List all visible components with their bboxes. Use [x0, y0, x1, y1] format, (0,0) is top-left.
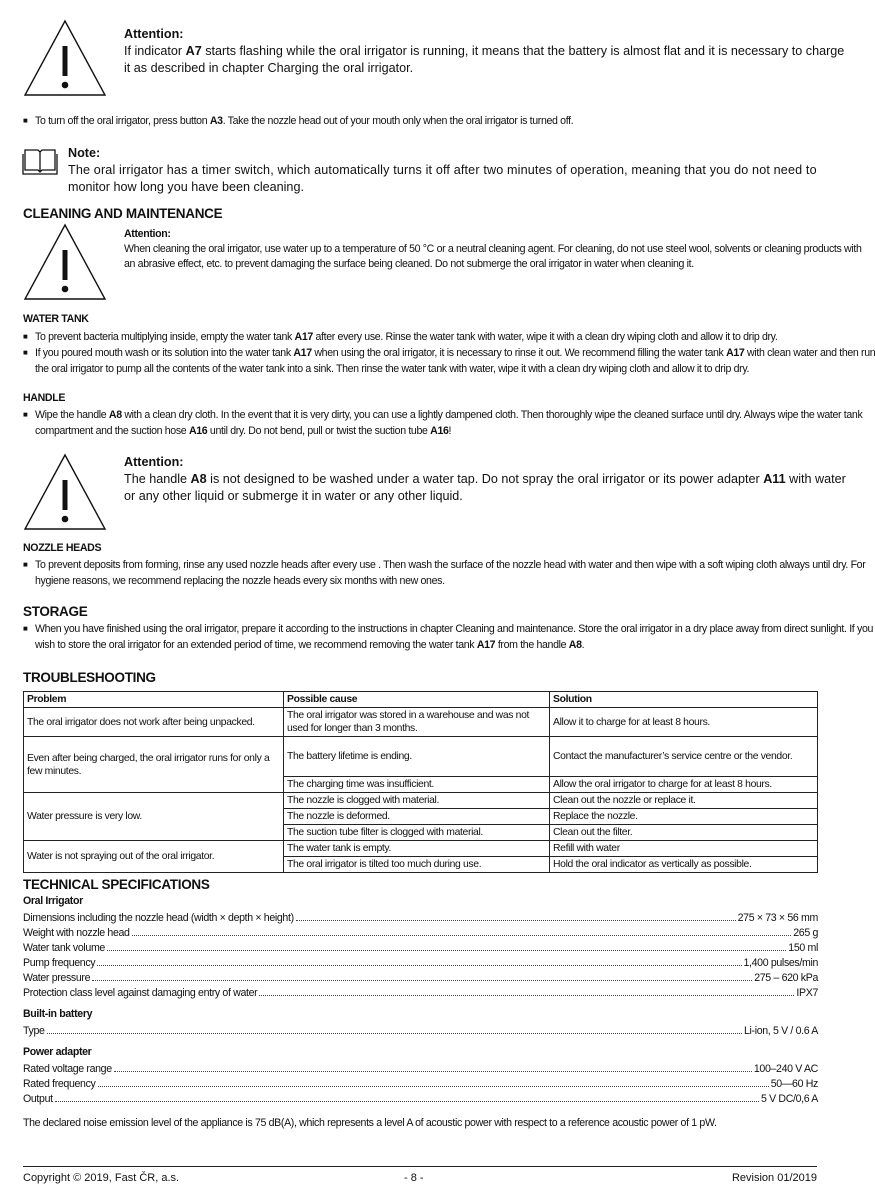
section-heading-nozzle: NOZZLE HEADS [23, 542, 102, 554]
table-header-row: Problem Possible cause Solution [24, 692, 818, 708]
spec-group-battery: Built-in battery [23, 1008, 93, 1020]
spec-row: Weight with nozzle head 265 g [23, 927, 818, 939]
section-heading-handle: HANDLE [23, 392, 66, 404]
attention-block-battery: Attention: If indicator A7 starts flashing while the oral irrigator is running, it means that the battery is almost flat and it is necessary to charge it as described in chapter Charging the oral irrigator. [124, 27, 845, 75]
note-text: The oral irrigator has a timer switch, which automatically turns it off after two minutes of operation, meaning that you do not need to [68, 163, 817, 177]
table-row: The oral irrigator is tilted too much during use. Hold the oral indicator as vertically as possible. [24, 857, 818, 873]
spec-row: Pump frequency 1,400 pulses/min [23, 957, 818, 969]
list-item-water-tank-1: ■ To prevent bacteria multiplying inside, empty the water tank A17 after every use. Rinse the water tank with water, wipe it with a clean dry wiping cloth and allow it to drip dry. [23, 331, 778, 343]
warning-triangle-icon [22, 452, 108, 532]
list-item-storage: ■ When you have finished using the oral irrigator, prepare it according to the instructions in chapter Cleaning and maintenance. Store the oral irrigator in a dry place away from direct sunlight. If you wish to store the oral irrigator for an extended period of time, we recommend removing the water tank A17 from the handle A8. [23, 623, 874, 651]
note-block: Note: The oral irrigator has a timer switch, which automatically turns it off after two minutes of operation, meaning that you do not need to monitor how long you have been cleaning. [68, 145, 820, 196]
list-item-water-tank-2: ■ If you poured mouth wash or its solution into the water tank A17 when using the oral irrigator, it is necessary to rinse it out. We recommend filling the water tank A17 with clean water and then run the oral irrigator to pump all the contents of the water tank into a sink. Then rinse the water tank with water, wipe it with a clean dry wiping cloth and allow it to drip dry. [23, 347, 875, 375]
footer-page-number: - 8 - [404, 1172, 424, 1184]
section-heading-storage: STORAGE [23, 604, 88, 619]
footer-revision: Revision 01/2019 [731, 1172, 817, 1184]
section-heading-specifications: TECHNICAL SPECIFICATIONS [23, 877, 210, 892]
spec-row: Protection class level against damaging entry of water IPX7 [23, 987, 818, 999]
spec-row: Rated frequency 50—60 Hz [23, 1078, 818, 1090]
section-heading-troubleshooting: TROUBLESHOOTING [23, 670, 156, 685]
table-row: The nozzle is deformed. Replace the nozzle. [24, 809, 818, 825]
table-row: Water is not spraying out of the oral irrigator. The water tank is empty. Refill with water [24, 841, 818, 857]
table-row: The suction tube filter is clogged with material. Clean out the filter. [24, 825, 818, 841]
table-row: Water pressure is very low. The nozzle is clogged with material. Clean out the nozzle or replace it. [24, 793, 818, 809]
list-item-turn-off: ■ To turn off the oral irrigator, press button A3. Take the nozzle head out of your mouth only when the oral irrigator is turned off. [23, 115, 574, 127]
note-title: Note: [68, 146, 101, 160]
attention-text: If indicator A7 starts flashing while the oral irrigator is running, it means that the battery is almost flat and it is necessary to charge [124, 44, 845, 58]
warning-triangle-icon [22, 222, 108, 302]
table-row: Even after being charged, the oral irrigator runs for only a few minutes. The battery lifetime is ending. Contact the manufacturer’s service centre or the vendor. [24, 737, 818, 777]
attention-title: Attention: [124, 27, 184, 41]
spec-row: Water pressure 275 – 620 kPa [23, 972, 818, 984]
attention-block-cleaning: Attention: When cleaning the oral irrigator, use water up to a temperature of 50 °C or a neutral cleaning agent. For cleaning, do not use steel wool, solvents or cleaning products with an abrasive effect, etc. to prevent damaging the surface being cleaned. Do not submerge the oral irrigator in water when cleaning it. [124, 228, 862, 270]
spec-group-oral-irrigator: Oral Irrigator [23, 895, 83, 907]
table-row: The charging time was insufficient. Allow the oral irrigator to charge for at least 8 hours. [24, 777, 818, 793]
spec-row: Rated voltage range 100–240 V AC [23, 1063, 818, 1075]
attention-block-handle: Attention: The handle A8 is not designed to be washed under a water tap. Do not spray the oral irrigator or its power adapter A11 with water or any other liquid or submerge it in water or any other liquid. [124, 455, 846, 503]
spec-row: Water tank volume 150 ml [23, 942, 818, 954]
troubleshooting-table [23, 691, 818, 873]
section-heading-water-tank: WATER TANK [23, 313, 89, 325]
spec-row: Output 5 V DC/0,6 A [23, 1093, 818, 1105]
spec-row: Type Li-ion, 5 V / 0.6 A [23, 1025, 818, 1037]
spec-group-adapter: Power adapter [23, 1046, 92, 1058]
list-item-nozzle: ■ To prevent deposits from forming, rinse any used nozzle heads after every use . Then wash the surface of the nozzle head with water and then wipe with a soft wiping cloth always until dry. For hygiene reasons, we recommend replacing the nozzle heads every six months with new ones. [23, 559, 866, 587]
noise-statement: The declared noise emission level of the appliance is 75 dB(A), which represents a level A of acoustic power with respect to a reference acoustic power of 1 pW. [23, 1117, 717, 1129]
footer-copyright: Copyright © 2019, Fast ČR, a.s. [23, 1172, 180, 1184]
warning-triangle-icon [22, 18, 108, 98]
footer-divider [23, 1166, 817, 1167]
table-row: The oral irrigator does not work after being unpacked. The oral irrigator was stored in a warehouse and was not used for longer than 3 months. Allow it to charge for at least 8 hours. [24, 708, 818, 737]
section-heading-cleaning: CLEANING AND MAINTENANCE [23, 206, 223, 221]
book-icon [22, 146, 58, 176]
list-item-handle: ■ Wipe the handle A8 with a clean dry cloth. In the event that it is very dirty, you can use a lightly dampened cloth. Then thoroughly wipe the cleaned surface until dry. Always wipe the water tank compartment and the suction hose A16 until dry. Do not bend, pull or twist the suction tube A16! [23, 409, 863, 437]
spec-row: Dimensions including the nozzle head (width × depth × height) 275 × 73 × 56 mm [23, 912, 818, 924]
